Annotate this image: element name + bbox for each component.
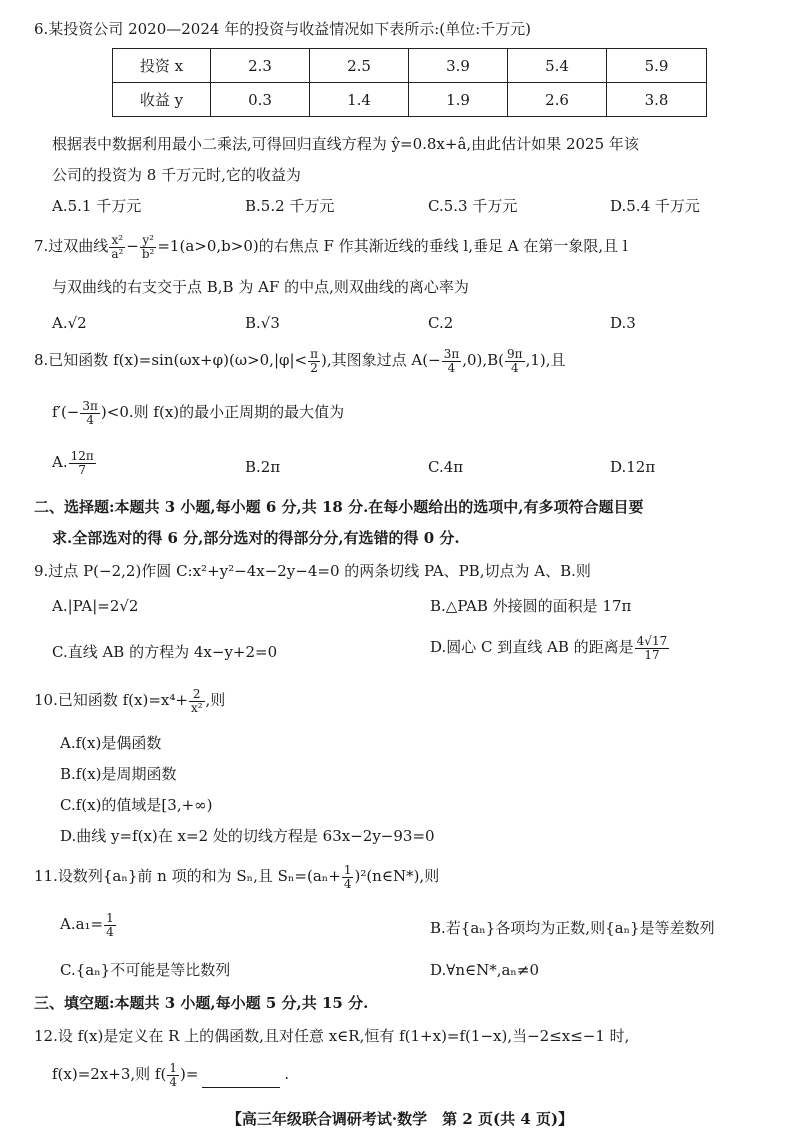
q6-stem: 6.某投资公司 2020—2024 年的投资与收益情况如下表所示:(单位:千万元) (34, 20, 532, 38)
table-cell: 2.5 (310, 49, 409, 83)
option-label: A. (52, 453, 68, 472)
table-cell: 2.6 (508, 83, 607, 117)
q7-stem-post: =1(a>0,b>0)的右焦点 F 作其渐近线的垂线 l,垂足 A 在第一象限,且 l (157, 237, 628, 256)
frac-numerator: 3π (443, 347, 460, 361)
table-cell: 1.4 (310, 83, 409, 117)
answer-blank[interactable] (202, 1086, 280, 1088)
frac-numerator: 3π (82, 399, 98, 413)
section-2-heading-line2: 求.全部选对的得 6 分,部分选对的得部分分,有选错的得 0 分. (52, 529, 460, 547)
q11-option-d: D.∀n∈N*,aₙ≠0 (430, 961, 540, 979)
q8-option-a (52, 450, 97, 476)
q8-frac-pi2 (308, 348, 320, 374)
q7-option-a: A.√2 (52, 314, 87, 332)
q8-frac-9pi4 (505, 348, 525, 374)
q8-line2-post: )<0.则 f(x)的最小正周期的最大值为 (100, 403, 345, 422)
q11-option-b: B.若{aₙ}各项均为正数,则{aₙ}是等差数列 (430, 919, 715, 937)
q10-option-b: B.f(x)是周期函数 (60, 765, 177, 783)
q6-option-b: B.5.2 千万元 (245, 197, 335, 215)
frac-numerator: y² (140, 234, 157, 248)
q7-minus: − (126, 237, 139, 256)
q8-option-c: C.4π (428, 458, 464, 476)
q11-stem-pre: 11.设数列{aₙ}前 n 项的和为 Sₙ,且 Sₙ=(aₙ+ (34, 867, 341, 886)
table-header-cell: 收益 y (113, 83, 211, 117)
frac-denominator: 17 (644, 647, 660, 662)
frac-denominator: a² (111, 246, 124, 261)
q11-frac-a1 (104, 912, 116, 938)
q9-option-c: C.直线 AB 的方程为 4x−y+2=0 (52, 643, 278, 661)
q11-frac (342, 864, 354, 890)
q8-line2-pre: f′(− (52, 403, 80, 422)
q8-option-d: D.12π (610, 458, 656, 476)
frac-denominator: 7 (78, 462, 86, 477)
frac-denominator: 4 (510, 360, 519, 375)
q9-frac-distance (635, 635, 670, 661)
q11-option-a-text: A.a₁= (60, 915, 104, 934)
q6-text-line3: 公司的投资为 8 千万元时,它的收益为 (52, 166, 301, 184)
q12-line2-pre: f(x)=2x+3,则 f( (52, 1065, 167, 1084)
q8-frac-12pi7 (69, 450, 96, 476)
frac-denominator: x² (190, 700, 203, 715)
frac-denominator: b² (141, 246, 155, 261)
q7-stem (34, 234, 628, 260)
table-cell: 2.3 (211, 49, 310, 83)
q7-option-d: D.3 (610, 314, 636, 332)
q11-stem-post: )²(n∈N*),则 (354, 867, 440, 886)
q11-option-c: C.{aₙ}不可能是等比数列 (60, 961, 231, 979)
q12-line2-end: . (284, 1065, 290, 1084)
q8-option-b: B.2π (245, 458, 281, 476)
q8-frac-3pi4-b (80, 400, 100, 426)
table-row (113, 49, 707, 83)
table-cell: 5.9 (607, 49, 707, 83)
table-cell: 0.3 (211, 83, 310, 117)
q7-frac-x (109, 234, 125, 260)
frac-denominator: 4 (447, 360, 456, 375)
q7-frac-y (140, 234, 157, 260)
q8-stem-post: ,1),且 (525, 351, 566, 370)
q10-stem (34, 688, 225, 714)
frac-denominator: 4 (343, 876, 352, 891)
q12-stem: 12.设 f(x)是定义在 R 上的偶函数,且对任意 x∈R,恒有 f(1+x)=f(1−x),当−2≤x≤−1 时, (34, 1027, 630, 1045)
q7-text-line2: 与双曲线的右支交于点 B,B 为 AF 的中点,则双曲线的离心率为 (52, 278, 469, 296)
q6-text-line2: 根据表中数据利用最小二乘法,可得回归直线方程为 ŷ=0.8x+â,由此估计如果 2025 年该 (52, 135, 639, 153)
q12-text-line2 (52, 1062, 289, 1088)
q8-text-line2 (52, 400, 344, 426)
frac-numerator: 9π (507, 347, 523, 361)
table-row (113, 83, 707, 117)
q8-stem (34, 348, 566, 374)
q9-option-d-text: D.圆心 C 到直线 AB 的距离是 (430, 638, 634, 657)
frac-numerator: 1 (343, 863, 352, 877)
q12-frac (167, 1062, 179, 1088)
frac-numerator: 12π (70, 449, 94, 463)
frac-denominator: 4 (86, 412, 94, 427)
q10-option-c: C.f(x)的值域是[3,+∞) (60, 796, 213, 814)
q7-stem-pre: 7.过双曲线 (34, 237, 109, 256)
frac-numerator: 4√17 (636, 634, 668, 648)
q8-frac-3pi4 (442, 348, 462, 374)
q7-option-b: B.√3 (245, 314, 280, 332)
table-header-cell: 投资 x (113, 49, 211, 83)
frac-denominator: 4 (169, 1074, 177, 1089)
q8-stem-pre: 8.已知函数 f(x)=sin(ωx+φ)(ω>0,|φ|< (34, 351, 308, 370)
q10-stem-pre: 10.已知函数 f(x)=x⁴+ (34, 691, 188, 710)
q6-data-table (112, 48, 707, 117)
table-cell: 1.9 (409, 83, 508, 117)
q9-option-a: A.|PA|=2√2 (52, 597, 139, 615)
q6-option-c: C.5.3 千万元 (428, 197, 518, 215)
table-cell: 3.8 (607, 83, 707, 117)
q11-stem (34, 864, 439, 890)
page-footer: 【高三年级联合调研考试·数学 第 2 页(共 4 页)】 (226, 1110, 574, 1128)
frac-numerator: x² (109, 234, 125, 248)
q10-option-d: D.曲线 y=f(x)在 x=2 处的切线方程是 63x−2y−93=0 (60, 827, 435, 845)
frac-numerator: 1 (106, 911, 114, 925)
section-3-heading: 三、填空题:本题共 3 小题,每小题 5 分,共 15 分. (34, 994, 369, 1012)
frac-numerator: π (310, 347, 319, 361)
q6-option-a: A.5.1 千万元 (52, 197, 142, 215)
q10-option-a: A.f(x)是偶函数 (60, 734, 162, 752)
table-cell: 5.4 (508, 49, 607, 83)
q8-stem-mid2: ,0),B( (462, 351, 505, 370)
q9-option-d (430, 635, 670, 661)
frac-denominator: 2 (310, 360, 318, 375)
q11-option-a (60, 912, 117, 938)
q6-option-d: D.5.4 千万元 (610, 197, 700, 215)
q9-option-b: B.△PAB 外接圆的面积是 17π (430, 597, 632, 615)
table-cell: 3.9 (409, 49, 508, 83)
q7-option-c: C.2 (428, 314, 454, 332)
q10-stem-post: ,则 (205, 691, 226, 710)
frac-numerator: 2 (189, 688, 205, 702)
q9-stem: 9.过点 P(−2,2)作圆 C:x²+y²−4x−2y−4=0 的两条切线 PA、PB,切点为 A、B.则 (34, 562, 591, 580)
frac-denominator: 4 (106, 924, 114, 939)
section-2-heading: 二、选择题:本题共 3 小题,每小题 6 分,共 18 分.在每小题给出的选项中,有多项符合题目要 (34, 498, 644, 516)
q12-line2-post: )= (179, 1065, 199, 1084)
q8-stem-mid1: ),其图象过点 A(− (321, 351, 441, 370)
q10-frac (189, 688, 205, 714)
frac-numerator: 1 (169, 1061, 177, 1075)
